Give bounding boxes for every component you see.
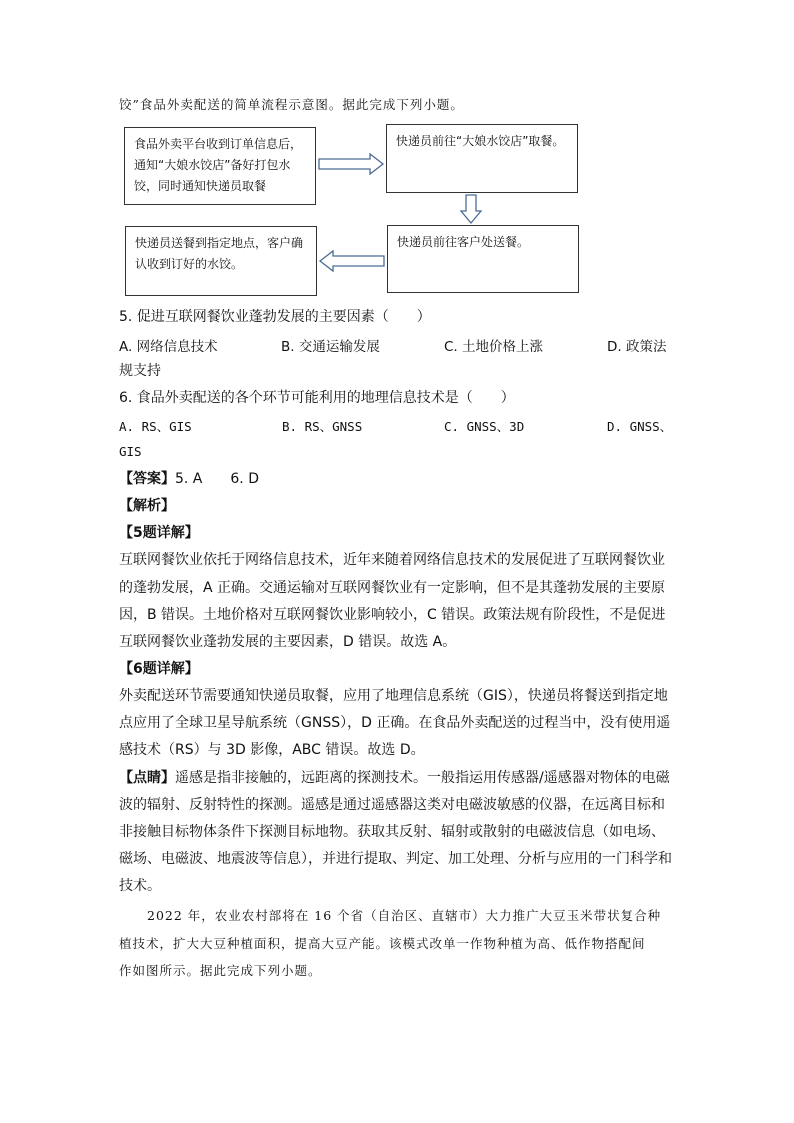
flow-box-deliver: 快递员前往客户处送餐。 (387, 225, 579, 293)
question-6-stem: 6. 食品外卖配送的各个环节可能利用的地理信息技术是（ ） (119, 390, 515, 406)
q5-option-d: D. 政策法 (607, 339, 667, 355)
q5-option-b: B. 交通运输发展 (281, 339, 380, 355)
q6-option-d-wrap: GIS (119, 444, 142, 459)
detail-5-line: 互联网餐饮业依托于网络信息技术，近年来随着网络信息技术的发展促进了互联网餐饮业 (119, 552, 665, 568)
q6-option-a: A. RS、GIS (119, 419, 192, 434)
arrow-down-icon (460, 194, 482, 224)
answer-text: 5. A 6. D (175, 471, 259, 487)
q6-option-c: C. GNSS、3D (444, 419, 525, 434)
arrow-left-icon (319, 250, 385, 272)
highlight-line: 非接触目标物体条件下探测目标地物。获取其反射、辐射或散射的电磁波信息（如电场、 (119, 824, 665, 840)
detail-6-line: 感技术（RS）与 3D 影像，ABC 错误。故选 D。 (119, 742, 425, 758)
q5-option-a: A. 网络信息技术 (119, 339, 218, 355)
arrow-right-icon (318, 153, 384, 175)
next-intro-line: 植技术，扩大大豆种植面积，提高大豆产能。该模式改单一作物种植为高、低作物搭配间 (119, 936, 646, 951)
question-5-stem: 5. 促进互联网餐饮业蓬勃发展的主要因素（ ） (119, 309, 431, 325)
highlight-tag: 【点睛】 (119, 770, 175, 786)
intro-line: 饺”食品外卖配送的简单流程示意图。据此完成下列小题。 (119, 97, 464, 112)
detail-6-line: 外卖配送环节需要通知快递员取餐，应用了地理信息系统（GIS），快递员将餐送到指定地 (119, 688, 668, 704)
analysis-tag: 【解析】 (119, 498, 175, 514)
next-intro-line: 作如图所示。据此完成下列小题。 (119, 963, 322, 978)
flow-box-received: 快递员送餐到指定地点，客户确认收到订好的水饺。 (125, 226, 317, 296)
highlight-line: 波的辐射、反射特性的探测。遥感是通过遥感器这类对电磁波敏感的仪器，在远离目标和 (119, 797, 665, 813)
q6-option-d: D. GNSS、 (607, 419, 673, 434)
highlight-line: 磁场、电磁波、地震波等信息），并进行提取、判定、加工处理、分析与应用的一门科学和 (119, 851, 672, 867)
detail-6-tag: 【6题详解】 (119, 661, 199, 677)
flow-box-pickup: 快递员前往“大娘水饺店”取餐。 (386, 124, 578, 193)
detail-5-line: 的蓬勃发展，A 正确。交通运输对互联网餐饮业有一定影响，但不是其蓬勃发展的主要原 (119, 580, 666, 596)
answer-line (119, 469, 259, 489)
q5-option-c: C. 土地价格上涨 (444, 339, 544, 355)
detail-6-line: 点应用了全球卫星导航系统（GNSS），D 正确。在食品外卖配送的过程当中，没有使用遥 (119, 715, 671, 731)
highlight-text: 遥感是指非接触的，远距离的探测技术。一般指运用传感器/遥感器对物体的电磁 (175, 770, 670, 786)
detail-5-line: 因，B 错误。土地价格对互联网餐饮业影响较小，C 错误。政策法规有阶段性，不是促进 (119, 607, 666, 623)
next-intro-line: 2022 年，农业农村部将在 16 个省（自治区、直辖市）大力推广大豆玉米带状复合种 (147, 908, 662, 923)
highlight-first-line (119, 768, 670, 788)
flow-box-order-received: 食品外卖平台收到订单信息后，通知“大娘水饺店”备好打包水饺，同时通知快递员取餐 (124, 127, 316, 205)
detail-5-tag: 【5题详解】 (119, 525, 199, 541)
highlight-line: 技术。 (119, 878, 161, 894)
q6-option-b: B. RS、GNSS (282, 419, 363, 434)
answer-tag: 【答案】 (119, 471, 175, 487)
detail-5-line: 互联网餐饮业蓬勃发展的主要因素，D 错误。故选 A。 (119, 634, 457, 650)
q5-option-d-wrap: 规支持 (119, 363, 161, 379)
